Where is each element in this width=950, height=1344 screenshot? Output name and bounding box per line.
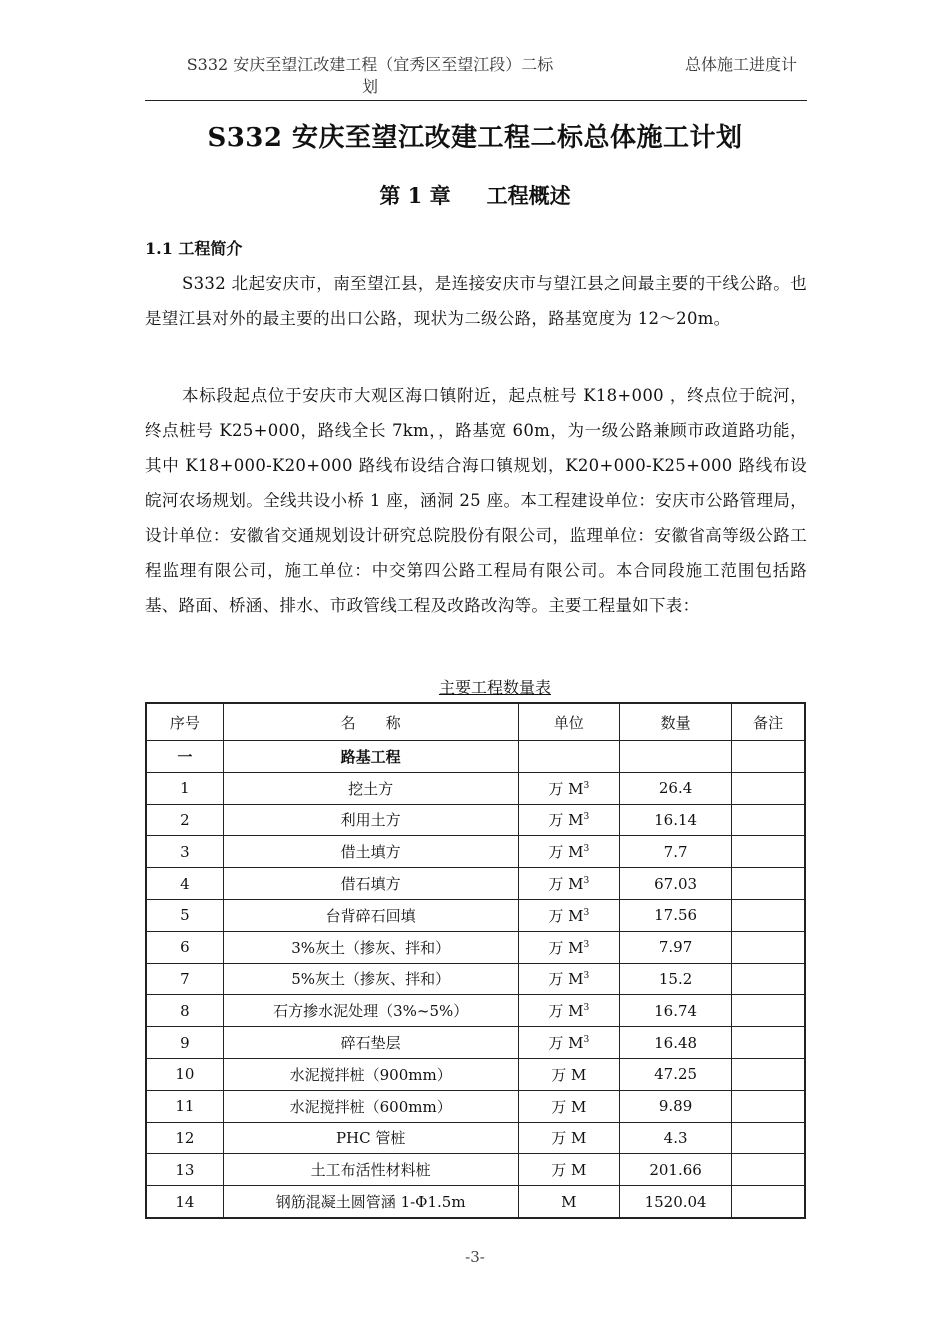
row-quantity: 9.89 [619, 1090, 731, 1122]
row-name: 水泥搅拌桩（600mm） [223, 1090, 518, 1122]
row-unit [518, 772, 619, 804]
row-quantity: 47.25 [619, 1058, 731, 1090]
row-name: 台背碎石回填 [223, 899, 518, 931]
paragraph-scope: 本标段起点位于安庆市大观区海口镇附近，起点桩号 K18+000 ，终点位于皖河，终点桩号 K25+000，路线全长 7km，，路基宽 60m，为一级公路兼顾市政道路功能，其中 K18+000-K20+000 路线布设结合海口镇规划，K20+000-K25+000 路线布设皖河农场规划。全线共设小桥 1 座，涵洞 25 座。本工程建设单位：安庆市公路管理局，设计单位：安徽省交通规划设计研究总院股份有限公司，监理单位：安徽省高等级公路工程监理有限公司，施工单位：中交第四公路工程局有限公司。本合同段施工范围包括路基、路面、桥涵、排水、市政管线工程及改路改沟等。主要工程量如下表： [145, 386, 807, 615]
unit-superscript: 3 [583, 939, 590, 950]
chapter-number: 第 1 章 [379, 183, 451, 208]
header-doc-type: 总体施工进度计 [684, 55, 797, 74]
row-quantity: 4.3 [619, 1122, 731, 1154]
header-title-line2: 划 [361, 77, 378, 96]
header-project-title [145, 54, 595, 98]
table-group-row [146, 741, 805, 773]
row-note [732, 1154, 805, 1186]
unit-text: 万 M [548, 843, 584, 862]
row-name: 挖土方 [223, 772, 518, 804]
table-row [146, 868, 805, 900]
row-no: 5 [146, 899, 223, 931]
row-note [732, 1058, 805, 1090]
unit-text: M [561, 1192, 577, 1211]
row-name: 碎石垫层 [223, 1027, 518, 1059]
row-unit [518, 868, 619, 900]
unit-superscript: 3 [583, 971, 590, 982]
row-quantity: 16.74 [619, 995, 731, 1027]
row-no: 9 [146, 1027, 223, 1059]
header-name: 名 称 [223, 703, 518, 741]
row-unit [518, 963, 619, 995]
row-name: 利用土方 [223, 804, 518, 836]
row-unit [518, 995, 619, 1027]
row-name: PHC 管桩 [223, 1122, 518, 1154]
unit-superscript: 3 [583, 812, 590, 823]
table-row [146, 995, 805, 1027]
unit-text: 万 M [548, 1002, 584, 1021]
row-unit [518, 899, 619, 931]
table-row [146, 1027, 805, 1059]
row-no: 6 [146, 931, 223, 963]
row-no: 1 [146, 772, 223, 804]
row-name: 3%灰土（掺灰、拌和） [223, 931, 518, 963]
row-unit [518, 1122, 619, 1154]
page-number: -3- [465, 1248, 485, 1266]
table-row [146, 1122, 805, 1154]
page-header [145, 54, 807, 101]
row-name: 借石填方 [223, 868, 518, 900]
table-header-row [146, 703, 805, 741]
row-quantity: 17.56 [619, 899, 731, 931]
row-note [732, 772, 805, 804]
row-no: 7 [146, 963, 223, 995]
row-unit [518, 931, 619, 963]
row-name: 借土填方 [223, 836, 518, 868]
unit-superscript: 3 [583, 1035, 590, 1046]
group-quantity [619, 741, 731, 773]
unit-superscript: 3 [583, 1003, 590, 1014]
row-note [732, 995, 805, 1027]
row-name: 土工布活性材料桩 [223, 1154, 518, 1186]
row-no: 8 [146, 995, 223, 1027]
row-no: 10 [146, 1058, 223, 1090]
chapter-heading [0, 180, 950, 210]
group-unit [518, 741, 619, 773]
group-name: 路基工程 [223, 741, 518, 773]
row-unit [518, 1058, 619, 1090]
row-note [732, 931, 805, 963]
row-unit [518, 1186, 619, 1218]
unit-text: 万 M [548, 938, 584, 957]
header-title-line1: S332 安庆至望江改建工程（宜秀区至望江段）二标 [186, 55, 554, 74]
unit-superscript: 3 [583, 780, 590, 791]
document-title: S332 安庆至望江改建工程二标总体施工计划 [207, 123, 743, 153]
paragraph-intro: S332 北起安庆市，南至望江县，是连接安庆市与望江县之间最主要的干线公路。也是望江县对外的最主要的出口公路，现状为二级公路，路基宽度为 12～20m。 [145, 274, 807, 328]
row-note [732, 804, 805, 836]
row-quantity: 15.2 [619, 963, 731, 995]
table-row [146, 1058, 805, 1090]
table-row [146, 1090, 805, 1122]
row-quantity: 201.66 [619, 1154, 731, 1186]
unit-text: 万 M [551, 1065, 587, 1084]
row-note [732, 1027, 805, 1059]
group-no: 一 [146, 741, 223, 773]
section-heading: 1.1 工程简介 [145, 239, 243, 258]
row-no: 4 [146, 868, 223, 900]
table-caption: 主要工程数量表 [438, 678, 551, 697]
row-quantity: 26.4 [619, 772, 731, 804]
unit-text: 万 M [551, 1129, 587, 1148]
table-row [146, 1186, 805, 1218]
table-row [146, 963, 805, 995]
unit-text: 万 M [548, 811, 584, 830]
row-quantity: 1520.04 [619, 1186, 731, 1218]
unit-superscript: 3 [583, 844, 590, 855]
header-unit: 单位 [518, 703, 619, 741]
row-no: 13 [146, 1154, 223, 1186]
row-note [732, 836, 805, 868]
row-note [732, 963, 805, 995]
row-name: 钢筋混凝土圆管涵 1-Φ1.5m [223, 1186, 518, 1218]
unit-text: 万 M [551, 1097, 587, 1116]
group-note [732, 741, 805, 773]
row-note [732, 1186, 805, 1218]
row-note [732, 868, 805, 900]
header-note: 备注 [732, 703, 805, 741]
unit-text: 万 M [551, 1161, 587, 1180]
row-quantity: 16.48 [619, 1027, 731, 1059]
row-unit [518, 1090, 619, 1122]
unit-text: 万 M [548, 906, 584, 925]
row-note [732, 1122, 805, 1154]
row-no: 12 [146, 1122, 223, 1154]
unit-superscript: 3 [583, 907, 590, 918]
row-quantity: 67.03 [619, 868, 731, 900]
unit-text: 万 M [548, 779, 584, 798]
row-quantity: 16.14 [619, 804, 731, 836]
unit-text: 万 M [548, 970, 584, 989]
header-no: 序号 [146, 703, 223, 741]
table-row [146, 804, 805, 836]
row-no: 2 [146, 804, 223, 836]
unit-text: 万 M [548, 1034, 584, 1053]
row-no: 11 [146, 1090, 223, 1122]
unit-superscript: 3 [583, 876, 590, 887]
row-name: 5%灰土（掺灰、拌和） [223, 963, 518, 995]
row-unit [518, 804, 619, 836]
row-no: 14 [146, 1186, 223, 1218]
row-no: 3 [146, 836, 223, 868]
table-row [146, 772, 805, 804]
row-note [732, 899, 805, 931]
table-row [146, 1154, 805, 1186]
row-quantity: 7.97 [619, 931, 731, 963]
row-quantity: 7.7 [619, 836, 731, 868]
row-name: 石方掺水泥处理（3%~5%） [223, 995, 518, 1027]
unit-text: 万 M [548, 875, 584, 894]
row-unit [518, 836, 619, 868]
row-note [732, 1090, 805, 1122]
quantities-table [145, 702, 806, 1219]
table-row [146, 899, 805, 931]
row-name: 水泥搅拌桩（900mm） [223, 1058, 518, 1090]
row-unit [518, 1027, 619, 1059]
table-row [146, 931, 805, 963]
table-row [146, 836, 805, 868]
header-quantity: 数量 [619, 703, 731, 741]
row-unit [518, 1154, 619, 1186]
chapter-name: 工程概述 [486, 183, 571, 208]
